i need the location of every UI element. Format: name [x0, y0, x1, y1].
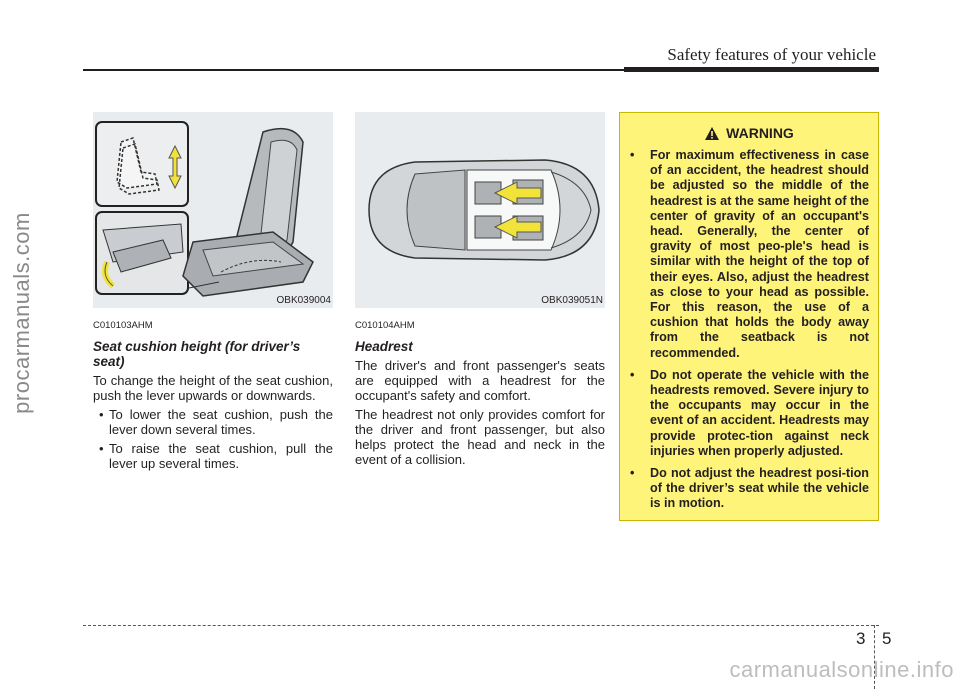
- page-number: 5: [882, 629, 892, 648]
- warning-item: • For maximum effectiveness in case of an accident, the headrest should be adjusted so the middle of the headrest is at the same height of the center of gravity of an occupant's head. Generally, the center of gravity of most peo-ple's head is similar with the height of the top of their eyes. Also, adjust the headrest as close to your head as possible. For this reason, the use of a cushion that holds the body away from the seatback is not recommended.: [620, 148, 878, 361]
- side-watermark: procarmanuals.com: [9, 212, 34, 414]
- bullet-item: • To raise the seat cushion, pull the lever up several times.: [93, 441, 333, 471]
- bottom-watermark: carmanualsonline.info: [729, 657, 954, 682]
- seat-height-figure: [93, 112, 333, 308]
- chapter-number: 3: [856, 629, 866, 648]
- section-heading: Seat cushion height (for driver’s seat): [93, 339, 301, 369]
- section-code: C010103AHM: [93, 320, 153, 331]
- warning-icon: [704, 126, 720, 141]
- warning-header: [620, 125, 878, 141]
- warning-title: WARNING: [726, 125, 794, 141]
- section-code: C010104AHM: [355, 320, 415, 331]
- warning-item: • Do not adjust the headrest posi-tion of the driver’s seat while the vehicle is in motion.: [620, 466, 878, 512]
- figure-code: OBK039004: [276, 295, 331, 306]
- seat-height-illustration: [93, 112, 333, 308]
- headrest-section: [355, 318, 605, 471]
- car-top-view-illustration: [355, 112, 605, 308]
- figure-code: OBK039051N: [541, 295, 603, 306]
- body-paragraph: The headrest not only provides comfort for the driver and front passenger, but also helps protect the head and neck in the event of a collision.: [355, 407, 605, 467]
- section-heading: Headrest: [355, 339, 413, 354]
- footer-rule: [83, 625, 879, 626]
- section-title: Safety features of your vehicle: [667, 45, 876, 64]
- intro-paragraph: To change the height of the seat cushion, push the lever upwards or downwards.: [93, 373, 333, 403]
- bullet-item: • To lower the seat cushion, push the lever down several times.: [93, 407, 333, 437]
- seat-height-section: [93, 318, 333, 475]
- header-rule-accent: [624, 67, 879, 72]
- warning-item: • Do not operate the vehicle with the headrests removed. Severe injury to the occupants may occur in the event of an accident. Headrests may provide protec-tion against neck injuries when properly adjusted.: [620, 368, 878, 459]
- body-paragraph: The driver's and front passenger's seats are equipped with a headrest for the occupant's safety and comfort.: [355, 358, 605, 403]
- warning-box: [619, 112, 879, 521]
- headrest-figure: [355, 112, 605, 308]
